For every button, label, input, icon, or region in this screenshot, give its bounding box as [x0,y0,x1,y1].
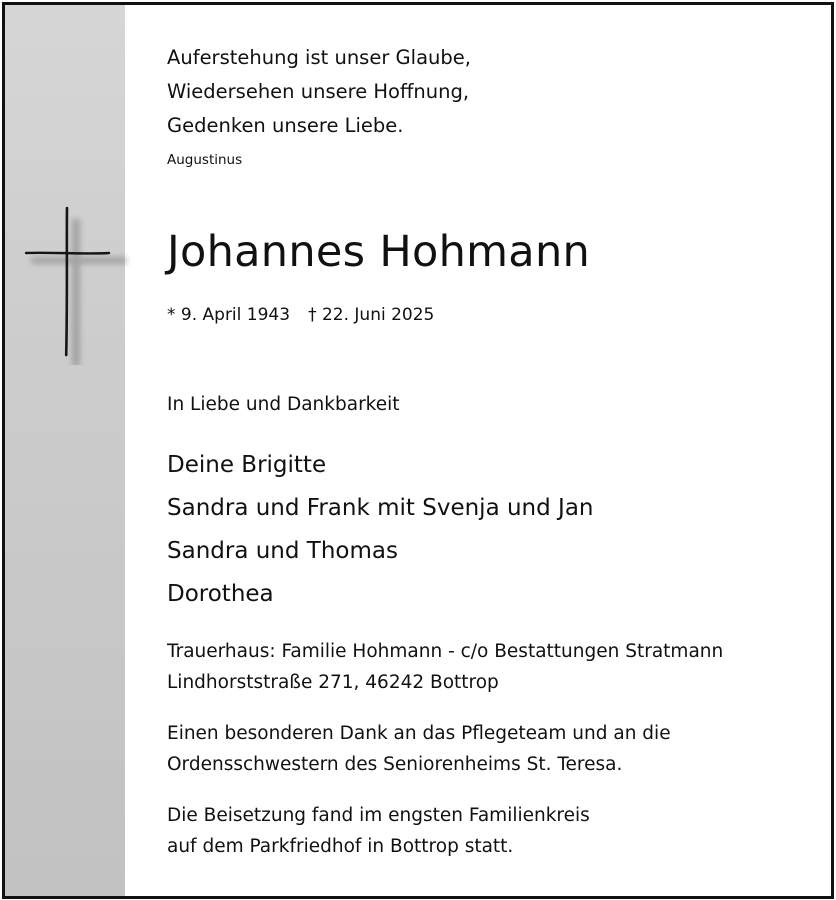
family-member: Deine Brigitte [167,452,327,478]
birth-date: * 9. April 1943 [167,305,291,325]
quote-line-3: Gedenken unsere Liebe. [167,114,404,137]
quote-author: Augustinus [167,152,243,168]
side-band [5,5,125,896]
burial-line-1: Die Beisetzung fand im engsten Familienkreis [167,805,590,826]
life-dates [167,306,434,326]
thanks-line-1: Einen besonderen Dank an das Pflegeteam und an die [167,723,671,744]
quote-line-1: Auferstehung ist unser Glaube, [167,46,471,69]
family-member: Sandra und Thomas [167,538,398,564]
address-line-2: Lindhorststraße 271, 46242 Bottrop [167,672,499,693]
family-member: Sandra und Frank mit Svenja und Jan [167,495,594,521]
quote-line-2: Wiedersehen unsere Hoffnung, [167,80,470,103]
thanks-line-2: Ordensschwestern des Seniorenheims St. Teresa. [167,754,623,775]
burial-line-2: auf dem Parkfriedhof in Bottrop statt. [167,836,514,857]
cross-icon [23,205,133,365]
death-date: † 22. Juni 2025 [308,305,435,325]
family-member: Dorothea [167,581,274,607]
address-line-1: Trauerhaus: Familie Hohmann - c/o Bestattungen Stratmann [167,641,724,662]
obituary-frame [2,2,834,899]
dedication: In Liebe und Dankbarkeit [167,394,400,415]
deceased-name: Johannes Hohmann [167,227,591,277]
